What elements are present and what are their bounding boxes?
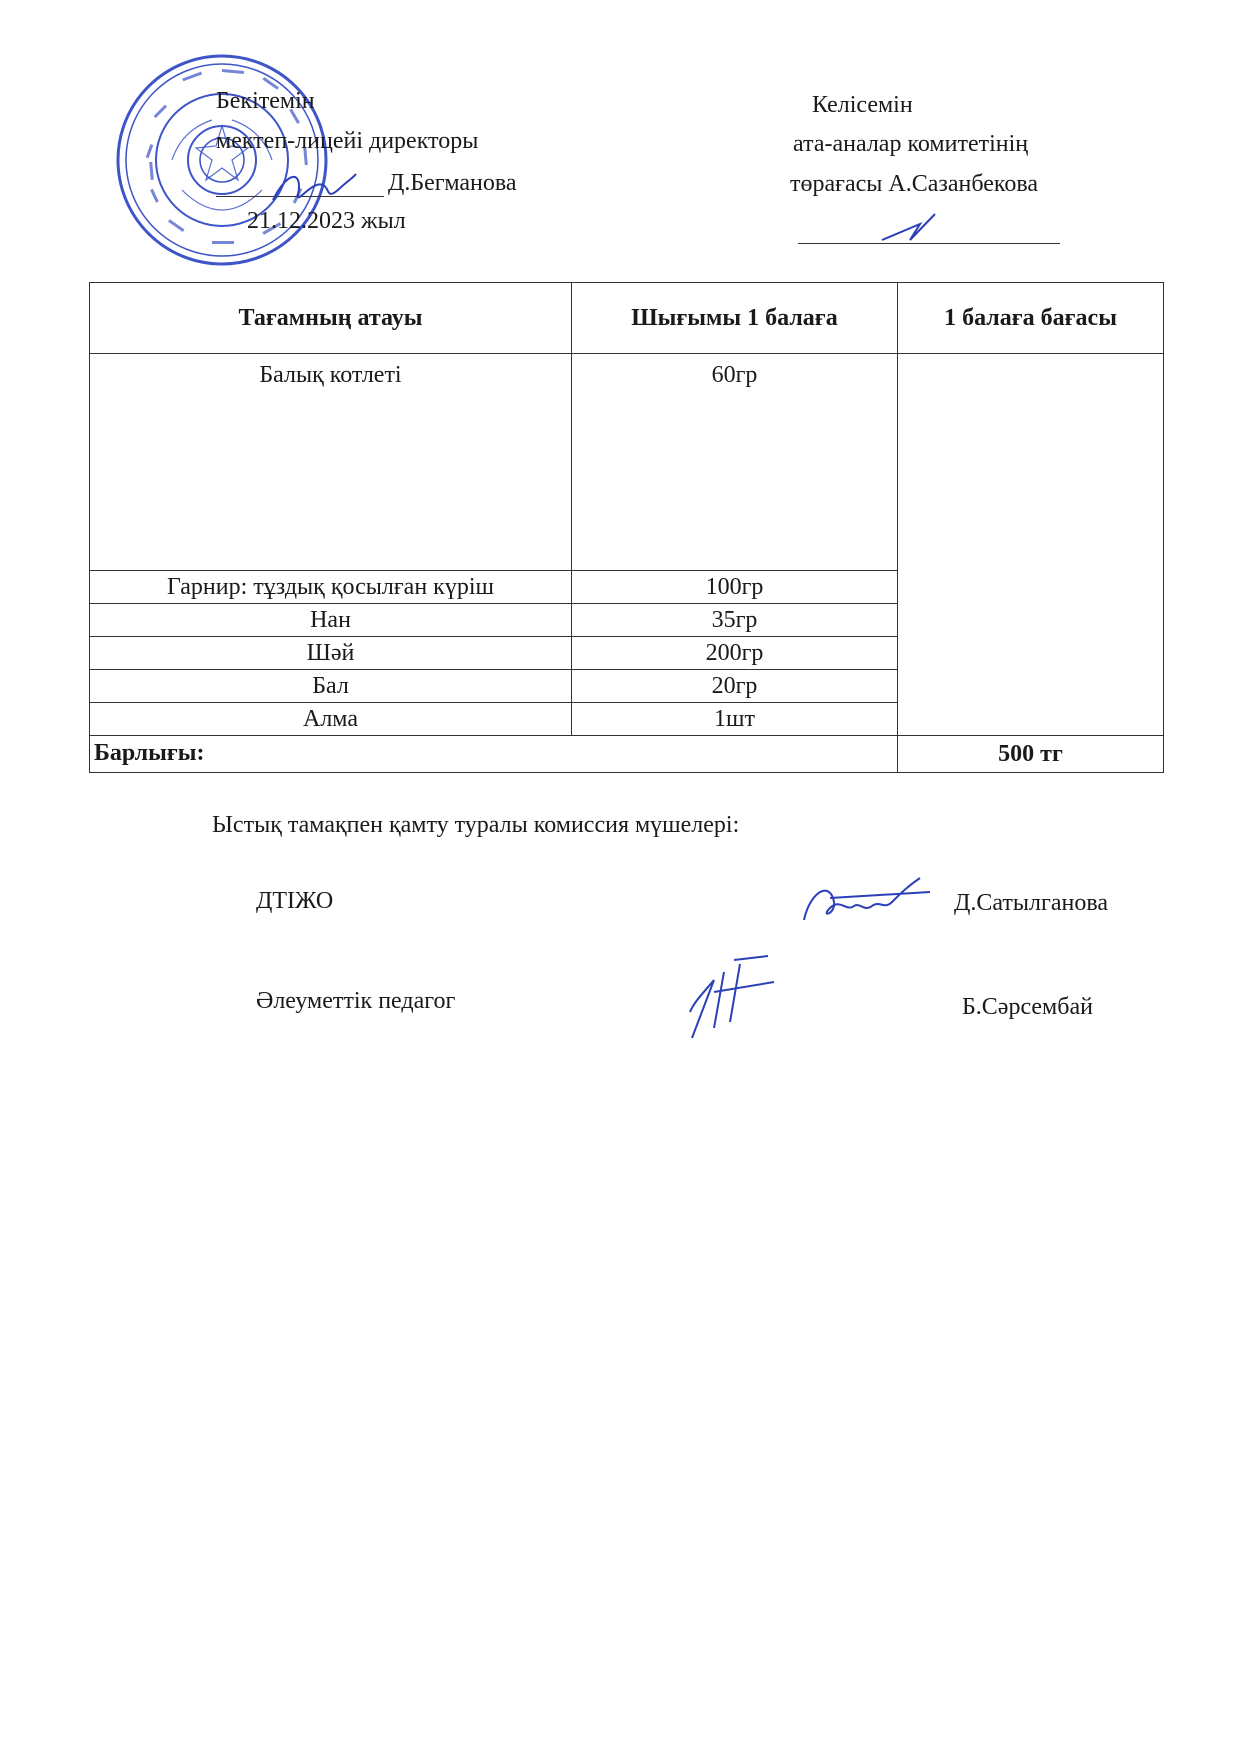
- food-qty: 1шт: [572, 703, 898, 736]
- director-signature: [268, 160, 358, 212]
- approve-date: 21.12.2023 жыл: [247, 208, 406, 234]
- food-qty: 200гр: [572, 637, 898, 670]
- food-name: Бал: [90, 670, 572, 703]
- header-portion: Шығымы 1 балаға: [572, 283, 898, 354]
- header-food-name: Тағамның атауы: [90, 283, 572, 354]
- agree-name: төрағасы А.Сазанбекова: [790, 171, 1039, 197]
- chair-signature: [880, 210, 940, 246]
- approve-title: Бекітемін: [216, 88, 315, 114]
- approve-position: мектеп-лицейі директоры: [216, 128, 479, 154]
- header-price: 1 балаға бағасы: [898, 283, 1164, 354]
- food-name: Нан: [90, 604, 572, 637]
- food-qty: 20гр: [572, 670, 898, 703]
- food-qty: 35гр: [572, 604, 898, 637]
- member-signature: [800, 872, 940, 928]
- food-name: Алма: [90, 703, 572, 736]
- food-name: Гарнир: тұздық қосылған күріш: [90, 571, 572, 604]
- price-cell: [898, 354, 1164, 736]
- member-signature: [684, 952, 780, 1042]
- food-name: Балық котлеті: [90, 354, 572, 571]
- commission-title: Ыстық тамақпен қамту туралы комиссия мүшелері:: [212, 812, 740, 838]
- member-name: Д.Сатылганова: [954, 890, 1109, 916]
- food-qty: 60гр: [572, 354, 898, 571]
- total-value: 500 тг: [898, 736, 1164, 773]
- member-role: Әлеуметтік педагог: [256, 988, 456, 1014]
- agree-title: Келісемін: [812, 92, 913, 118]
- director-name: Д.Бегманова: [388, 170, 517, 196]
- agree-position: ата-аналар комитетінің: [793, 131, 1029, 157]
- member-name: Б.Сәрсембай: [962, 994, 1093, 1020]
- member-role: ДТІЖО: [256, 888, 334, 914]
- food-name: Шәй: [90, 637, 572, 670]
- food-qty: 100гр: [572, 571, 898, 604]
- total-label: Барлығы:: [90, 736, 898, 773]
- menu-table: [89, 282, 1164, 773]
